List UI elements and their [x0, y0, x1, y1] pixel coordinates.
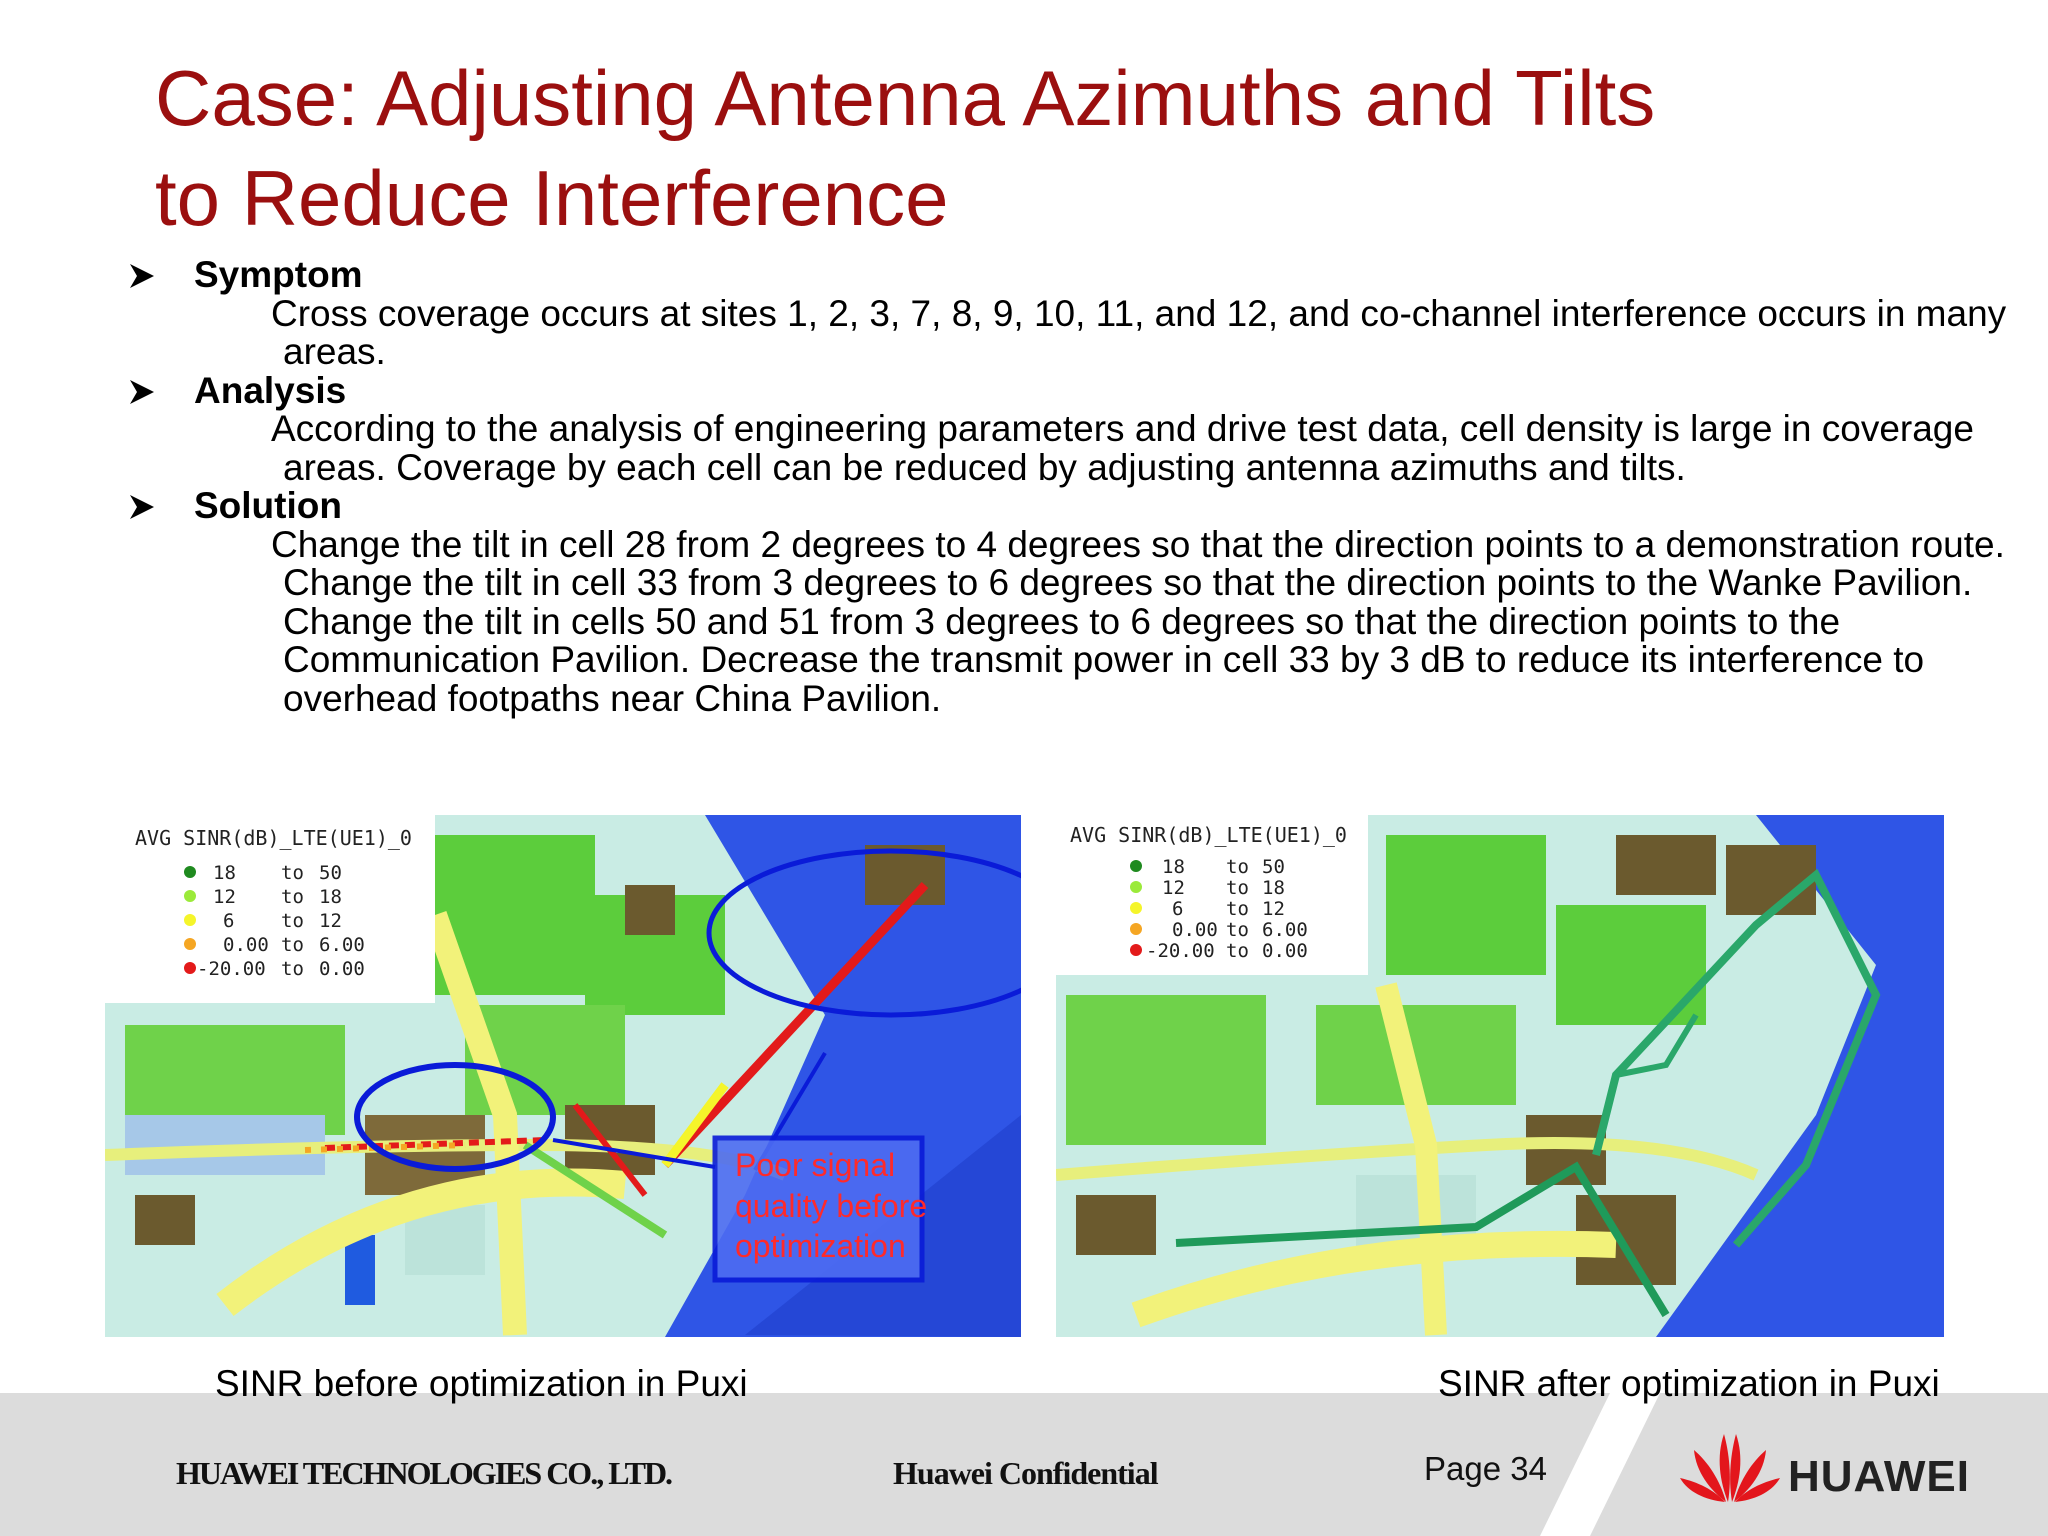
- page-number: Page 34: [1424, 1450, 1547, 1487]
- legend-dot: [1130, 860, 1142, 872]
- legend-upper: 6.00: [319, 934, 365, 956]
- legend-to: to: [281, 958, 304, 980]
- legend-to: to: [1226, 856, 1249, 878]
- legend-to: to: [1226, 898, 1249, 920]
- bullet-text: Change the tilt in cell 28 from 2 degrees to 4 degrees so that the direction points to a demonstration route. Change the tilt in cell 33 from 3 degrees to 6 degrees so that the direction points to the Wanke Pavilion. Change the tilt in cells 50 and 51 from 3 degrees to 6 degrees so that the direction points to the Communication Pavilion. Decrease the transmit power in cell 33 by 3 dB to reduce its interference to overhead footpaths near China Pavilion.: [271, 523, 2005, 719]
- bullet-heading: Solution: [194, 485, 342, 526]
- legend-from: -20.00: [197, 958, 266, 980]
- bullet-heading: Analysis: [194, 369, 347, 411]
- caption-before: SINR before optimization in Puxi: [215, 1363, 748, 1404]
- bullet-symptom: [128, 256, 2008, 372]
- legend-dot: [1130, 881, 1142, 893]
- legend-from: 0.00: [223, 934, 269, 956]
- arrow-bullet-icon: [128, 262, 156, 290]
- callout-line2: quality before: [735, 1188, 928, 1224]
- legend-from: 6: [1172, 898, 1184, 920]
- slide-title-line2: to Reduce Interference: [155, 154, 949, 242]
- footer-company: HUAWEI TECHNOLOGIES CO., LTD.: [176, 1455, 672, 1491]
- bullet-heading: Symptom: [194, 254, 363, 295]
- legend-dot: [184, 962, 196, 974]
- legend-upper: 0.00: [319, 958, 365, 980]
- legend-upper: 18: [1262, 877, 1285, 899]
- legend-from: 6: [223, 910, 235, 932]
- bullet-solution: [128, 487, 2008, 718]
- legend-to: to: [1226, 877, 1249, 899]
- huawei-logo-text: HUAWEI: [1788, 1452, 1970, 1501]
- legend-upper: 50: [319, 862, 342, 884]
- legend-dot: [184, 866, 196, 878]
- sinr-map-after: [1056, 815, 1944, 1337]
- legend-from: 18: [1162, 856, 1185, 878]
- sinr-map-before: [105, 815, 1021, 1337]
- legend-title: AVG SINR(dB)_LTE(UE1)_0: [1070, 823, 1347, 847]
- legend-dot: [1130, 944, 1142, 956]
- bullet-text: According to the analysis of engineering parameters and drive test data, cell density is large in coverage areas. Coverage by each cell can be reduced by adjusting antenna azimuths and tilts.: [271, 408, 1974, 488]
- legend-upper: 50: [1262, 856, 1285, 878]
- caption-after: SINR after optimization in Puxi: [1438, 1363, 1940, 1404]
- legend-to: to: [1226, 940, 1249, 962]
- legend-dot: [184, 914, 196, 926]
- bullet-list: [128, 256, 2008, 718]
- legend-to: to: [281, 886, 304, 908]
- legend-dot: [184, 890, 196, 902]
- legend-to: to: [1226, 919, 1249, 941]
- legend-upper: 12: [1262, 898, 1285, 920]
- bullet-text: Cross coverage occurs at sites 1, 2, 3, 7, 8, 9, 10, 11, and 12, and co-channel interference occurs in many areas.: [271, 292, 2007, 372]
- legend-from: 12: [213, 886, 236, 908]
- legend-from: 0.00: [1172, 919, 1218, 941]
- legend-from: 18: [213, 862, 236, 884]
- legend-to: to: [281, 934, 304, 956]
- slide-title-line1: Case: Adjusting Antenna Azimuths and Tilts: [155, 54, 1656, 142]
- arrow-bullet-icon: [128, 493, 156, 521]
- footer-confidential: Huawei Confidential: [893, 1455, 1158, 1491]
- legend-upper: 0.00: [1262, 940, 1308, 962]
- callout-line3: optimization: [735, 1228, 906, 1264]
- legend-upper: 6.00: [1262, 919, 1308, 941]
- legend-title: AVG SINR(dB)_LTE(UE1)_0: [135, 826, 412, 850]
- legend-upper: 18: [319, 886, 342, 908]
- arrow-bullet-icon: [128, 378, 156, 406]
- slide-title: [155, 48, 1975, 248]
- bullet-analysis: [128, 369, 2008, 488]
- legend-dot: [184, 938, 196, 950]
- footer-divider-slash: [1540, 1393, 1660, 1536]
- legend-dot: [1130, 923, 1142, 935]
- legend-from: 12: [1162, 877, 1185, 899]
- legend-dot: [1130, 902, 1142, 914]
- legend-to: to: [281, 862, 304, 884]
- legend-from: -20.00: [1146, 940, 1215, 962]
- legend-upper: 12: [319, 910, 342, 932]
- callout-line1: Poor signal: [735, 1147, 896, 1183]
- legend-to: to: [281, 910, 304, 932]
